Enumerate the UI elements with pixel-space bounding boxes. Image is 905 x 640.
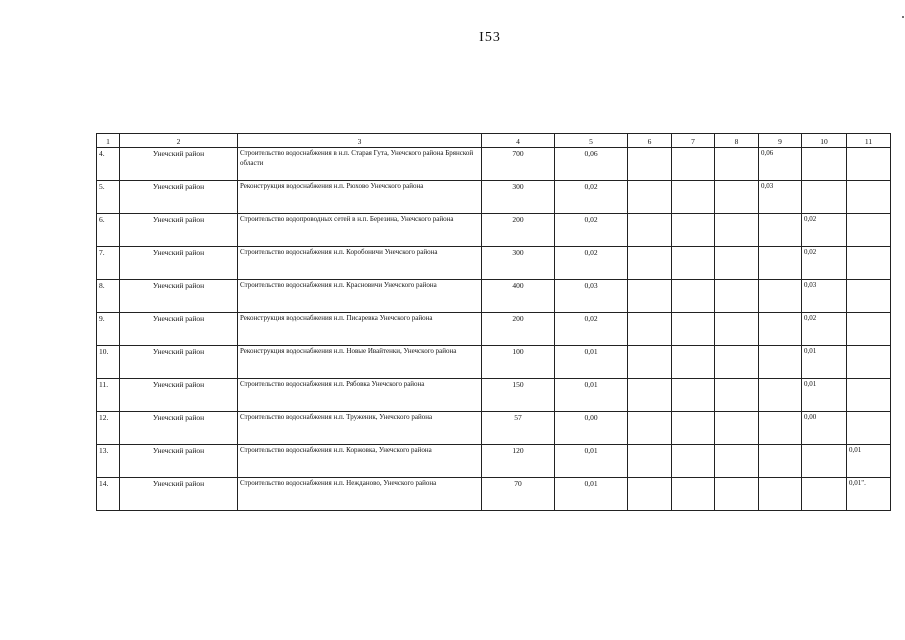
data-table [96,133,891,511]
row-number: 4. [97,148,120,181]
col9-cell [759,445,802,478]
col10-cell: 0,01 [802,346,847,379]
header-row [97,134,891,148]
value-cell: 0,02 [555,247,628,280]
col9-cell: 0,06 [759,148,802,181]
col6-cell [628,412,672,445]
col9-cell [759,214,802,247]
column-header: 2 [120,134,238,148]
cost-cell: 300 [482,181,555,214]
cost-cell: 57 [482,412,555,445]
value-cell: 0,03 [555,280,628,313]
col9-cell: 0,03 [759,181,802,214]
district-cell: Унечский район [120,412,238,445]
column-header: 6 [628,134,672,148]
col6-cell [628,181,672,214]
col8-cell [715,148,759,181]
col11-cell [847,280,891,313]
column-header: 5 [555,134,628,148]
col11-cell [847,214,891,247]
col11-cell [847,346,891,379]
col8-cell [715,313,759,346]
value-cell: 0,02 [555,181,628,214]
col10-cell: 0,02 [802,313,847,346]
row-number: 9. [97,313,120,346]
col11-cell [847,412,891,445]
description-cell: Реконструкция водоснабжения н.п. Писаревка Унечского района [238,313,482,346]
col9-cell [759,412,802,445]
col6-cell [628,247,672,280]
description-cell: Строительство водопроводных сетей в н.п. Березина, Унечского района [238,214,482,247]
col11-cell [847,247,891,280]
col10-cell: 0,01 [802,379,847,412]
col11-cell: 0,01 [847,445,891,478]
page-number: I53 [479,30,501,45]
col7-cell [672,412,715,445]
table-row [97,478,891,511]
col7-cell [672,478,715,511]
table-row [97,313,891,346]
col9-cell [759,247,802,280]
col10-cell: 0,02 [802,214,847,247]
district-cell: Унечский район [120,346,238,379]
col10-cell [802,445,847,478]
description-cell: Строительство водоснабжения н.п. Коржовка, Унечского района [238,445,482,478]
row-number: 5. [97,181,120,214]
description-cell: Реконструкция водоснабжения н.п. Рюхово Унечского района [238,181,482,214]
column-header: 9 [759,134,802,148]
table-row [97,280,891,313]
col9-cell [759,313,802,346]
cost-cell: 100 [482,346,555,379]
cost-cell: 700 [482,148,555,181]
row-number: 6. [97,214,120,247]
row-number: 11. [97,379,120,412]
col10-cell: 0,02 [802,247,847,280]
value-cell: 0,00 [555,412,628,445]
column-header: 1 [97,134,120,148]
col6-cell [628,148,672,181]
col9-cell [759,478,802,511]
col9-cell [759,379,802,412]
district-cell: Унечский район [120,313,238,346]
column-header: 8 [715,134,759,148]
cost-cell: 200 [482,214,555,247]
col6-cell [628,478,672,511]
table-row [97,148,891,181]
col8-cell [715,478,759,511]
value-cell: 0,06 [555,148,628,181]
value-cell: 0,01 [555,346,628,379]
col8-cell [715,214,759,247]
cost-cell: 400 [482,280,555,313]
district-cell: Унечский район [120,478,238,511]
value-cell: 0,02 [555,313,628,346]
table-row [97,379,891,412]
col10-cell: 0,03 [802,280,847,313]
col7-cell [672,313,715,346]
description-cell: Строительство водоснабжения н.п. Труженик, Унечского района [238,412,482,445]
col8-cell [715,181,759,214]
col7-cell [672,280,715,313]
row-number: 10. [97,346,120,379]
col10-cell [802,148,847,181]
table-row [97,346,891,379]
col8-cell [715,379,759,412]
col10-cell: 0,00 [802,412,847,445]
value-cell: 0,02 [555,214,628,247]
col7-cell [672,445,715,478]
col7-cell [672,214,715,247]
col11-cell [847,148,891,181]
district-cell: Унечский район [120,445,238,478]
description-cell: Реконструкция водоснабжения н.п. Новые Ивайтенки, Унечского района [238,346,482,379]
row-number: 7. [97,247,120,280]
col11-cell [847,181,891,214]
col8-cell [715,280,759,313]
column-header: 10 [802,134,847,148]
table-row [97,247,891,280]
district-cell: Унечский район [120,214,238,247]
scan-speck [902,16,904,18]
description-cell: Строительство водоснабжения в н.п. Старая Гута, Унечского района Брянской области [238,148,482,181]
row-number: 12. [97,412,120,445]
col7-cell [672,247,715,280]
cost-cell: 70 [482,478,555,511]
value-cell: 0,01 [555,478,628,511]
column-header: 3 [238,134,482,148]
col10-cell [802,478,847,511]
col6-cell [628,214,672,247]
col7-cell [672,379,715,412]
col8-cell [715,346,759,379]
col6-cell [628,280,672,313]
col8-cell [715,247,759,280]
cost-cell: 120 [482,445,555,478]
row-number: 14. [97,478,120,511]
value-cell: 0,01 [555,445,628,478]
col6-cell [628,445,672,478]
col7-cell [672,148,715,181]
row-number: 8. [97,280,120,313]
column-header: 11 [847,134,891,148]
col11-cell [847,313,891,346]
col11-cell: 0,01". [847,478,891,511]
district-cell: Унечский район [120,379,238,412]
table-row [97,412,891,445]
col6-cell [628,313,672,346]
district-cell: Унечский район [120,148,238,181]
description-cell: Строительство водоснабжения н.п. Нежданово, Унечского района [238,478,482,511]
col8-cell [715,445,759,478]
cost-cell: 300 [482,247,555,280]
district-cell: Унечский район [120,247,238,280]
column-header: 4 [482,134,555,148]
table-row [97,181,891,214]
description-cell: Строительство водоснабжения н.п. Рябовка Унечского района [238,379,482,412]
table-row [97,214,891,247]
value-cell: 0,01 [555,379,628,412]
col8-cell [715,412,759,445]
col9-cell [759,280,802,313]
column-header: 7 [672,134,715,148]
col10-cell [802,181,847,214]
row-number: 13. [97,445,120,478]
district-cell: Унечский район [120,181,238,214]
col7-cell [672,346,715,379]
col6-cell [628,379,672,412]
cost-cell: 200 [482,313,555,346]
cost-cell: 150 [482,379,555,412]
col11-cell [847,379,891,412]
description-cell: Строительство водоснабжения н.п. Красновичи Унечского района [238,280,482,313]
col9-cell [759,346,802,379]
col7-cell [672,181,715,214]
table-row [97,445,891,478]
col6-cell [628,346,672,379]
district-cell: Унечский район [120,280,238,313]
description-cell: Строительство водоснабжения н.п. Коробоничи Унечского района [238,247,482,280]
